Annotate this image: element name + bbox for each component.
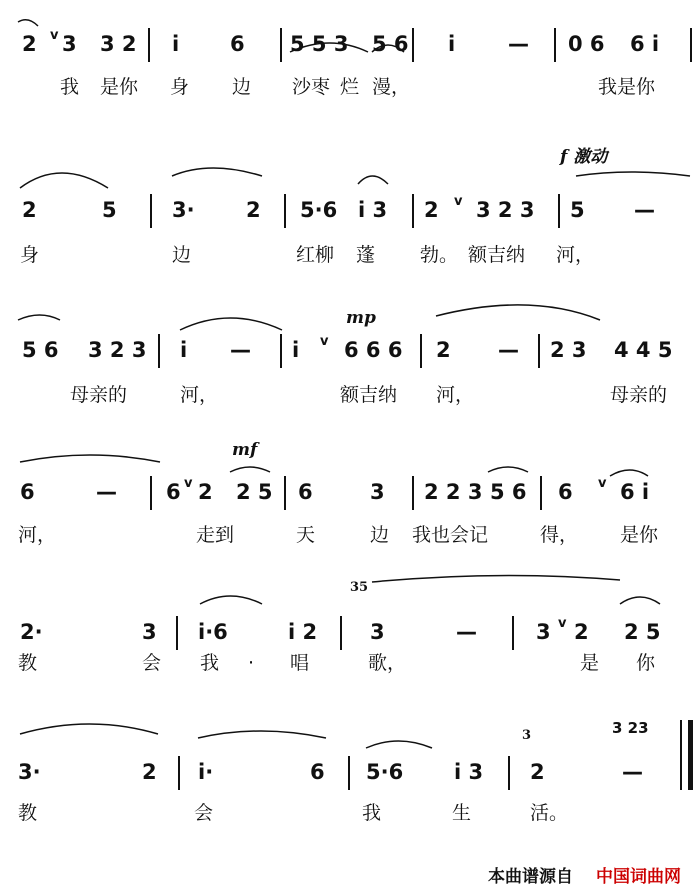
note: 2 5 <box>236 480 273 504</box>
note: 5·6 <box>300 198 338 222</box>
note: i· <box>198 760 214 784</box>
lyric: 边 <box>370 524 390 546</box>
note: 2 <box>142 760 157 784</box>
breath-mark: v <box>184 476 193 491</box>
lyric: 边 <box>232 76 252 98</box>
breath-mark: v <box>50 28 59 43</box>
lyric: 天 <box>296 524 316 546</box>
lyric: 额吉纳 <box>340 384 398 406</box>
lyric: 河， <box>180 384 219 406</box>
lyric: 生 <box>452 802 472 824</box>
lyric: 得， <box>540 524 579 546</box>
note: — <box>96 480 117 504</box>
lyric: 是 <box>580 652 600 674</box>
note: 2 <box>574 620 589 644</box>
note: i <box>292 338 300 362</box>
note: i <box>448 32 456 56</box>
lyric: 走到 <box>196 524 235 546</box>
note: 2 3 <box>550 338 587 362</box>
note: i <box>172 32 180 56</box>
note: 3 <box>370 620 385 644</box>
lyric: 河， <box>18 524 57 546</box>
note: 6 <box>558 480 573 504</box>
lyric: 漫， <box>372 76 411 98</box>
lyric: · <box>248 652 255 674</box>
note: 2 <box>198 480 213 504</box>
breath-mark: v <box>598 476 607 491</box>
dynamic-marking: mf <box>232 440 258 460</box>
note: 6 <box>166 480 181 504</box>
grace-note-marking: 3 <box>522 728 532 743</box>
note: 6 i <box>630 32 660 56</box>
note: i·6 <box>198 620 228 644</box>
repeat-note: 3 23 <box>612 719 649 737</box>
breath-mark: v <box>558 616 567 631</box>
lyric: 会 <box>142 652 162 674</box>
note: 3 2 3 <box>476 198 535 222</box>
lyric: 会 <box>194 802 214 824</box>
lyric: 教 <box>18 652 38 674</box>
lyric: 你 <box>636 652 656 674</box>
note: — <box>230 338 251 362</box>
note: 5 5 3 <box>290 32 349 56</box>
note: 2 2 3 <box>424 480 483 504</box>
dynamic-marking: f 激动 <box>560 147 608 167</box>
note: i 3 <box>454 760 484 784</box>
note: 3 <box>536 620 551 644</box>
footer-source: 本曲谱源自 <box>488 867 573 887</box>
lyric: 唱 <box>290 652 310 674</box>
lyric: 我 <box>60 76 80 98</box>
note: 5 6 <box>490 480 527 504</box>
lyric: 烂 <box>340 76 360 98</box>
note: 6 6 6 <box>344 338 403 362</box>
note: 5·6 <box>366 760 404 784</box>
note: 2 <box>22 198 37 222</box>
lyric: 母亲的 <box>610 384 668 406</box>
lyric: 河， <box>556 244 595 266</box>
lyric: 母亲的 <box>70 384 128 406</box>
note: 3 <box>62 32 77 56</box>
note: 5 6 <box>372 32 409 56</box>
lyric: 歌， <box>368 652 407 674</box>
note: — <box>508 32 529 56</box>
note: 3· <box>18 760 41 784</box>
note: 3 2 3 <box>88 338 147 362</box>
note: i 3 <box>358 198 388 222</box>
note: — <box>622 760 643 784</box>
note: 2 <box>436 338 451 362</box>
note: 2 <box>246 198 261 222</box>
note: 2 <box>22 32 37 56</box>
lyric: 我 <box>200 652 220 674</box>
note: — <box>634 198 655 222</box>
footer-site-link[interactable]: 中国词曲网 <box>596 867 681 887</box>
note: — <box>456 620 477 644</box>
note: 6 <box>298 480 313 504</box>
lyric: 额吉纳 <box>468 244 526 266</box>
note: 5 <box>102 198 117 222</box>
note: 2 <box>530 760 545 784</box>
note: 2 5 <box>624 620 661 644</box>
lyric: 我也会记 <box>412 524 489 546</box>
note: 5 6 <box>22 338 59 362</box>
note: 2 <box>424 198 439 222</box>
note: 6 <box>310 760 325 784</box>
lyric: 身 <box>20 244 40 266</box>
note: 3 <box>370 480 385 504</box>
note: i <box>180 338 188 362</box>
lyric: 红柳 <box>296 244 335 266</box>
note: 0 6 <box>568 32 605 56</box>
note: 2· <box>20 620 43 644</box>
lyric: 我是你 <box>598 76 656 98</box>
note: i 2 <box>288 620 318 644</box>
lyric: 是你 <box>100 76 139 98</box>
note: 5 <box>570 198 585 222</box>
note: — <box>498 338 519 362</box>
dynamic-marking: mp <box>346 308 376 328</box>
note: 3 2 <box>100 32 137 56</box>
lyric: 沙枣 <box>292 76 331 98</box>
lyric: 勃。 <box>420 244 459 266</box>
lyric: 河， <box>436 384 475 406</box>
grace-note-marking: 35 <box>350 580 369 595</box>
lyric: 边 <box>172 244 192 266</box>
lyric: 身 <box>170 76 190 98</box>
lyric: 蓬 <box>356 244 376 266</box>
note: 4 4 5 <box>614 338 673 362</box>
note: 3 <box>142 620 157 644</box>
lyric: 教 <box>18 802 38 824</box>
breath-mark: v <box>320 334 329 349</box>
lyric: 活。 <box>530 802 569 824</box>
note: 6 <box>20 480 35 504</box>
note: 6 i <box>620 480 650 504</box>
note: 3· <box>172 198 195 222</box>
breath-mark: v <box>454 194 463 209</box>
note: 6 <box>230 32 245 56</box>
lyric: 是你 <box>620 524 659 546</box>
lyric: 我 <box>362 802 382 824</box>
